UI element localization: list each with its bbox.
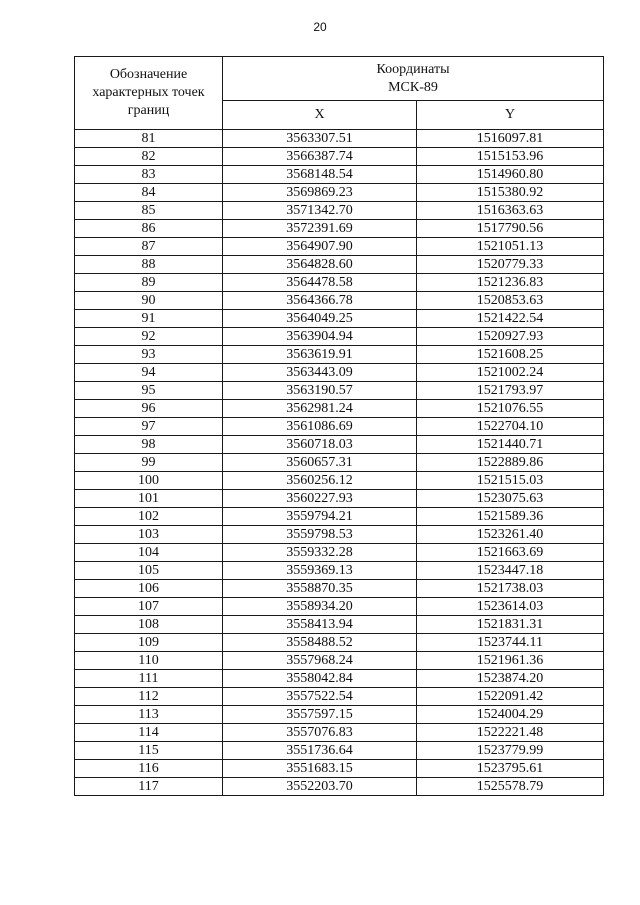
- table-row: [75, 418, 604, 436]
- cell-point: 108: [75, 616, 223, 634]
- cell-y: 1520779.33: [417, 256, 604, 274]
- cell-x: 3564049.25: [223, 310, 417, 328]
- table-row: [75, 598, 604, 616]
- cell-y: 1521515.03: [417, 472, 604, 490]
- cell-x: 3551683.15: [223, 760, 417, 778]
- table-row: [75, 292, 604, 310]
- cell-point: 102: [75, 508, 223, 526]
- cell-point: 88: [75, 256, 223, 274]
- coordinates-system: МСК-89: [388, 79, 438, 95]
- cell-x: 3558042.84: [223, 670, 417, 688]
- column-header-x: X: [223, 101, 417, 130]
- coordinates-table: [74, 56, 604, 796]
- table-row: [75, 490, 604, 508]
- cell-y: 1521738.03: [417, 580, 604, 598]
- cell-point: 90: [75, 292, 223, 310]
- table-row: [75, 220, 604, 238]
- cell-point: 116: [75, 760, 223, 778]
- cell-y: 1523261.40: [417, 526, 604, 544]
- cell-x: 3560657.31: [223, 454, 417, 472]
- table-row: [75, 148, 604, 166]
- cell-point: 101: [75, 490, 223, 508]
- cell-point: 84: [75, 184, 223, 202]
- cell-point: 111: [75, 670, 223, 688]
- cell-x: 3559794.21: [223, 508, 417, 526]
- cell-y: 1523614.03: [417, 598, 604, 616]
- cell-y: 1521236.83: [417, 274, 604, 292]
- table-row: [75, 202, 604, 220]
- table-row: [75, 652, 604, 670]
- cell-x: 3566387.74: [223, 148, 417, 166]
- cell-point: 99: [75, 454, 223, 472]
- cell-point: 92: [75, 328, 223, 346]
- cell-x: 3557968.24: [223, 652, 417, 670]
- cell-y: 1525578.79: [417, 778, 604, 796]
- cell-y: 1522091.42: [417, 688, 604, 706]
- cell-y: 1522889.86: [417, 454, 604, 472]
- cell-y: 1522704.10: [417, 418, 604, 436]
- cell-y: 1521961.36: [417, 652, 604, 670]
- cell-y: 1523075.63: [417, 490, 604, 508]
- table-row: [75, 256, 604, 274]
- table-row: [75, 400, 604, 418]
- cell-y: 1515380.92: [417, 184, 604, 202]
- cell-y: 1516363.63: [417, 202, 604, 220]
- table-row: [75, 184, 604, 202]
- cell-y: 1521793.97: [417, 382, 604, 400]
- cell-x: 3559332.28: [223, 544, 417, 562]
- cell-point: 89: [75, 274, 223, 292]
- cell-point: 81: [75, 130, 223, 148]
- cell-x: 3563190.57: [223, 382, 417, 400]
- table-row: [75, 526, 604, 544]
- coordinates-title: Координаты: [376, 61, 450, 77]
- cell-point: 87: [75, 238, 223, 256]
- cell-x: 3569869.23: [223, 184, 417, 202]
- table-row: [75, 508, 604, 526]
- table-row: [75, 166, 604, 184]
- table-body: [75, 130, 604, 796]
- table-row: [75, 688, 604, 706]
- cell-x: 3561086.69: [223, 418, 417, 436]
- cell-y: 1515153.96: [417, 148, 604, 166]
- cell-point: 86: [75, 220, 223, 238]
- cell-point: 103: [75, 526, 223, 544]
- column-header-y: Y: [417, 101, 604, 130]
- header-row-top: [75, 57, 604, 101]
- table-row: [75, 328, 604, 346]
- cell-point: 100: [75, 472, 223, 490]
- cell-y: 1523795.61: [417, 760, 604, 778]
- cell-x: 3560256.12: [223, 472, 417, 490]
- cell-x: 3563904.94: [223, 328, 417, 346]
- column-header-coordinates: [223, 57, 604, 101]
- cell-point: 83: [75, 166, 223, 184]
- cell-x: 3572391.69: [223, 220, 417, 238]
- cell-x: 3563443.09: [223, 364, 417, 382]
- cell-y: 1521608.25: [417, 346, 604, 364]
- table-row: [75, 670, 604, 688]
- cell-x: 3564478.58: [223, 274, 417, 292]
- table-row: [75, 724, 604, 742]
- cell-point: 113: [75, 706, 223, 724]
- cell-point: 82: [75, 148, 223, 166]
- cell-point: 91: [75, 310, 223, 328]
- cell-y: 1521831.31: [417, 616, 604, 634]
- table-row: [75, 616, 604, 634]
- table-row: [75, 580, 604, 598]
- cell-x: 3551736.64: [223, 742, 417, 760]
- table-row: [75, 274, 604, 292]
- cell-y: 1521663.69: [417, 544, 604, 562]
- table-row: [75, 742, 604, 760]
- column-header-designation: Обозначение характерных точек границ: [75, 57, 223, 130]
- table-header: [75, 57, 604, 130]
- cell-x: 3560718.03: [223, 436, 417, 454]
- cell-y: 1520853.63: [417, 292, 604, 310]
- cell-x: 3559369.13: [223, 562, 417, 580]
- cell-point: 97: [75, 418, 223, 436]
- table-row: [75, 130, 604, 148]
- cell-x: 3559798.53: [223, 526, 417, 544]
- cell-point: 105: [75, 562, 223, 580]
- cell-point: 106: [75, 580, 223, 598]
- cell-y: 1521051.13: [417, 238, 604, 256]
- cell-x: 3560227.93: [223, 490, 417, 508]
- cell-y: 1521440.71: [417, 436, 604, 454]
- cell-x: 3564907.90: [223, 238, 417, 256]
- cell-x: 3557522.54: [223, 688, 417, 706]
- cell-point: 95: [75, 382, 223, 400]
- table-row: [75, 454, 604, 472]
- cell-y: 1523744.11: [417, 634, 604, 652]
- cell-x: 3552203.70: [223, 778, 417, 796]
- table-row: [75, 382, 604, 400]
- cell-y: 1523874.20: [417, 670, 604, 688]
- cell-point: 98: [75, 436, 223, 454]
- cell-y: 1521076.55: [417, 400, 604, 418]
- table-row: [75, 238, 604, 256]
- table-row: [75, 778, 604, 796]
- cell-point: 117: [75, 778, 223, 796]
- cell-x: 3558870.35: [223, 580, 417, 598]
- table-row: [75, 472, 604, 490]
- cell-x: 3564366.78: [223, 292, 417, 310]
- cell-y: 1521589.36: [417, 508, 604, 526]
- cell-y: 1517790.56: [417, 220, 604, 238]
- cell-x: 3564828.60: [223, 256, 417, 274]
- table-row: [75, 436, 604, 454]
- cell-point: 110: [75, 652, 223, 670]
- cell-x: 3558488.52: [223, 634, 417, 652]
- cell-x: 3562981.24: [223, 400, 417, 418]
- cell-point: 85: [75, 202, 223, 220]
- table-row: [75, 634, 604, 652]
- table-row: [75, 364, 604, 382]
- cell-point: 104: [75, 544, 223, 562]
- cell-x: 3568148.54: [223, 166, 417, 184]
- cell-point: 109: [75, 634, 223, 652]
- cell-point: 107: [75, 598, 223, 616]
- table-row: [75, 310, 604, 328]
- cell-point: 112: [75, 688, 223, 706]
- cell-point: 115: [75, 742, 223, 760]
- cell-y: 1516097.81: [417, 130, 604, 148]
- cell-y: 1523779.99: [417, 742, 604, 760]
- table-row: [75, 706, 604, 724]
- cell-x: 3557597.15: [223, 706, 417, 724]
- cell-point: 114: [75, 724, 223, 742]
- cell-point: 94: [75, 364, 223, 382]
- page-number: 20: [313, 20, 327, 34]
- cell-x: 3563619.91: [223, 346, 417, 364]
- table-row: [75, 346, 604, 364]
- cell-y: 1514960.80: [417, 166, 604, 184]
- table-row: [75, 562, 604, 580]
- cell-y: 1520927.93: [417, 328, 604, 346]
- table-row: [75, 760, 604, 778]
- cell-x: 3558934.20: [223, 598, 417, 616]
- cell-y: 1521002.24: [417, 364, 604, 382]
- cell-y: 1522221.48: [417, 724, 604, 742]
- cell-y: 1521422.54: [417, 310, 604, 328]
- cell-point: 93: [75, 346, 223, 364]
- cell-x: 3563307.51: [223, 130, 417, 148]
- cell-x: 3571342.70: [223, 202, 417, 220]
- cell-y: 1524004.29: [417, 706, 604, 724]
- cell-y: 1523447.18: [417, 562, 604, 580]
- cell-x: 3558413.94: [223, 616, 417, 634]
- cell-x: 3557076.83: [223, 724, 417, 742]
- table-row: [75, 544, 604, 562]
- cell-point: 96: [75, 400, 223, 418]
